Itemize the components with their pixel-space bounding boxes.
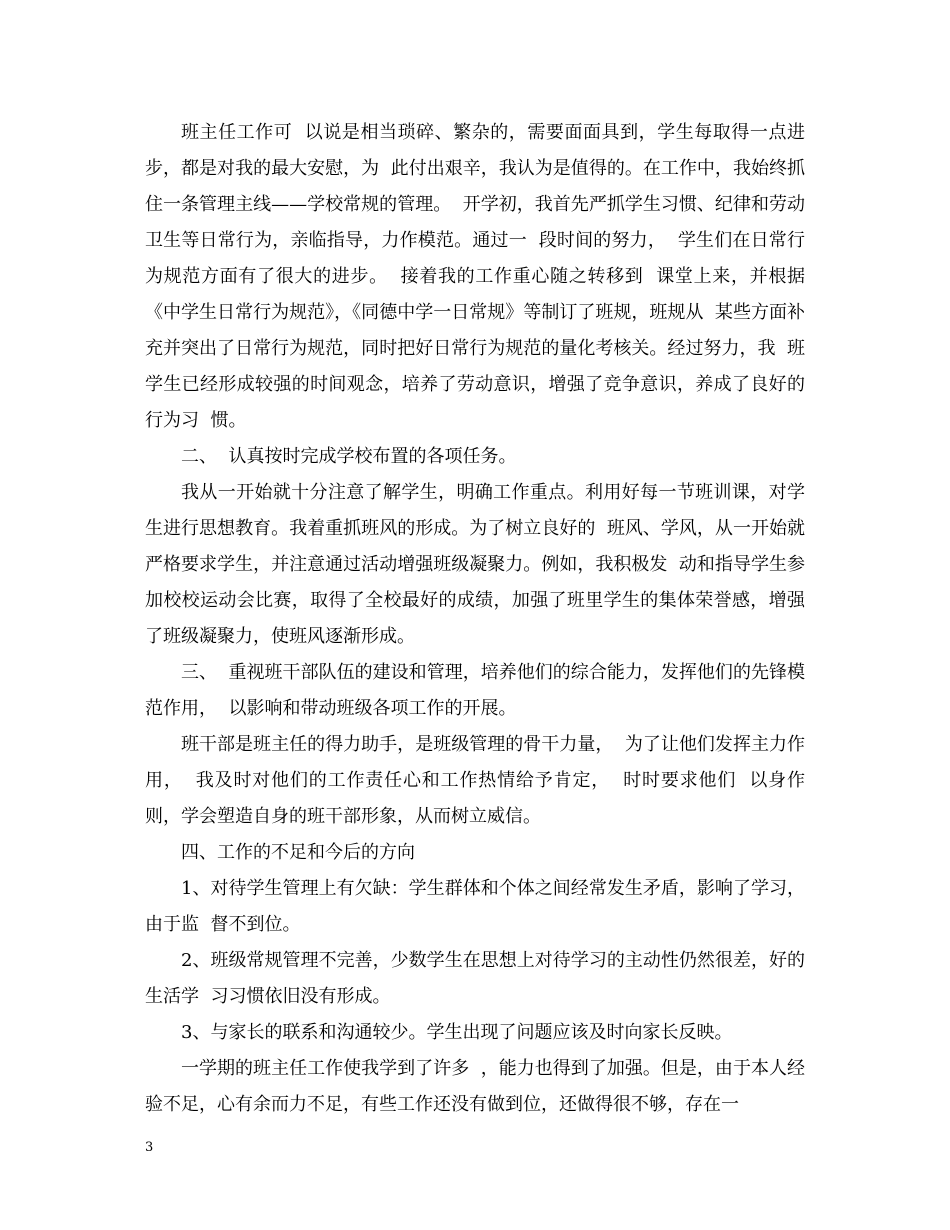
paragraph-9: 3、与家长的联系和沟通较少。学生出现了问题应该及时向家长反映。 xyxy=(181,1022,733,1043)
paragraph-5: 班干部是班主任的得力助手，是班级管理的骨干力量， 为了让他们发挥主力作用， 我及时对他们的工作责任心和工作热情给予肯定， 时时要求他们 以身作则，学会塑造自身的班干部形象，从而树立威信。 xyxy=(145,734,805,827)
paragraph-8: 2、班级常规管理不完善，少数学生在思想上对待学习的主动性仍然很差，好的生活学 习习惯依旧没有形成。 xyxy=(145,950,805,1007)
paragraph-6: 四、工作的不足和今后的方向 xyxy=(181,842,415,863)
body-text xyxy=(145,115,805,1123)
paragraph-4: 三、 重视班干部队伍的建设和管理，培养他们的综合能力，发挥他们的先锋模范作用， 以影响和带动班级各项工作的开展。 xyxy=(145,662,805,719)
paragraph-10: 一学期的班主任工作使我学到了许多 ，能力也得到了加强。但是，由于本人经验不足，心有余而力不足，有些工作还没有做到位，还做得很不够，存在一 xyxy=(145,1058,805,1115)
paragraph-3: 我从一开始就十分注意了解学生，明确工作重点。利用好每一节班训课，对学生进行思想教育。我着重抓班风的形成。为了树立良好的 班风、学风，从一开始就严格要求学生，并注意通过活动增强班级凝聚力。例如，我积极发 动和指导学生参加校校运动会比赛，取得了全校最好的成绩，加强了班里学生的集体荣誉感，增强了班级凝聚力，使班风逐渐形成。 xyxy=(145,482,805,647)
paragraph-2: 二、 认真按时完成学校布置的各项任务。 xyxy=(181,446,517,467)
page-number: 3 xyxy=(145,1140,154,1155)
paragraph-1: 班主任工作可 以说是相当琐碎、繁杂的，需要面面具到，学生每取得一点进步，都是对我的最大安慰，为 此付出艰辛，我认为是值得的。在工作中，我始终抓住一条管理主线——学校常规的管理。 开学初，我首先严抓学生习惯、纪律和劳动卫生等日常行为，亲临指导，力作模范。通过一 段时间的努力， 学生们在日常行为规范方面有了很大的进步。 接着我的工作重心随之转移到 课堂上来，并根据《中学生日常行为规范》，《同德中学一日常规》等制订了班规，班规从 某些方面补充并突出了日常行为规范，同时把好日常行为规范的量化考核关。经过努力，我 班学生已经形成较强的时间观念，培养了劳动意识，增强了竞争意识，养成了良好的行为习 惯。 xyxy=(145,122,805,431)
paragraph-7: 1、对待学生管理上有欠缺：学生群体和个体之间经常发生矛盾，影响了学习，由于监 督不到位。 xyxy=(145,878,805,935)
